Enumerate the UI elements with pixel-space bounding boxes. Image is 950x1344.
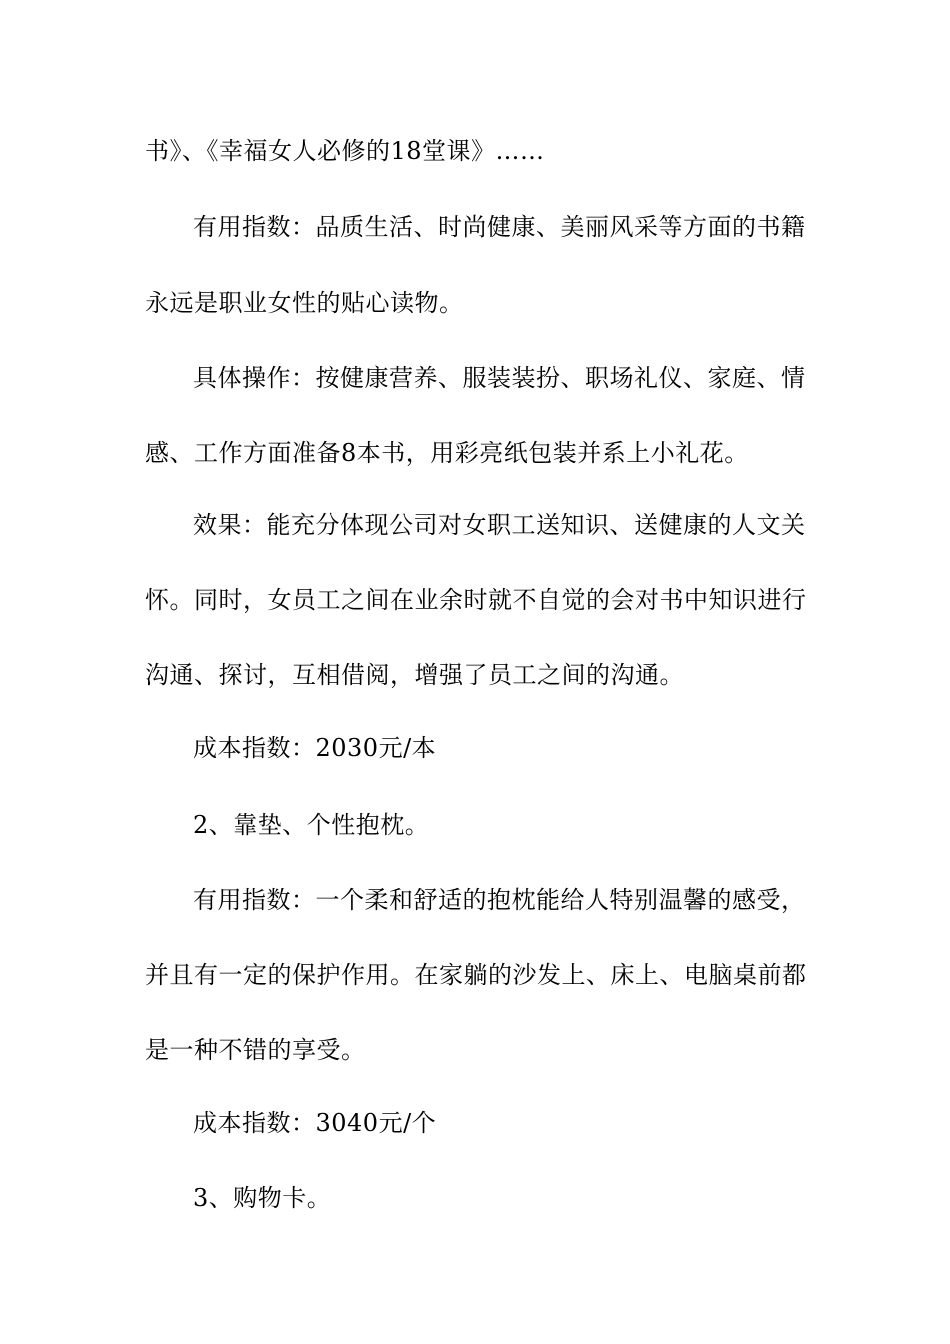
text-line: 具体操作：按健康营养、服装装扮、职场礼仪、家庭、情: [193, 364, 806, 392]
text-line: 2、靠垫、个性抱枕。: [193, 811, 430, 839]
text-line: 怀。同时，女员工之间在业余时就不自觉的会对书中知识进行: [145, 586, 807, 614]
text-line: 沟通、探讨，互相借阅，增强了员工之间的沟通。: [145, 661, 684, 689]
text-line: 是一种不错的享受。: [145, 1036, 366, 1064]
text-line: 永远是职业女性的贴心读物。: [145, 289, 464, 317]
text-line: 效果：能充分体现公司对女职工送知识、送健康的人文关: [193, 511, 806, 539]
text-line: 3、购物卡。: [193, 1184, 332, 1212]
text-line: 有用指数：品质生活、时尚健康、美丽风采等方面的书籍: [193, 213, 806, 241]
text-line: 成本指数：2030元/本: [193, 734, 437, 762]
text-line: 书》、《幸福女人必修的18堂课》……: [145, 137, 545, 165]
text-line: 成本指数：3040元/个: [193, 1109, 437, 1137]
text-line: 感、工作方面准备8本书，用彩亮纸包装并系上小礼花。: [145, 439, 749, 467]
text-line: 有用指数：一个柔和舒适的抱枕能给人特别温馨的感受，: [193, 886, 806, 914]
text-line: 并且有一定的保护作用。在家躺的沙发上、床上、电脑桌前都: [145, 961, 807, 989]
